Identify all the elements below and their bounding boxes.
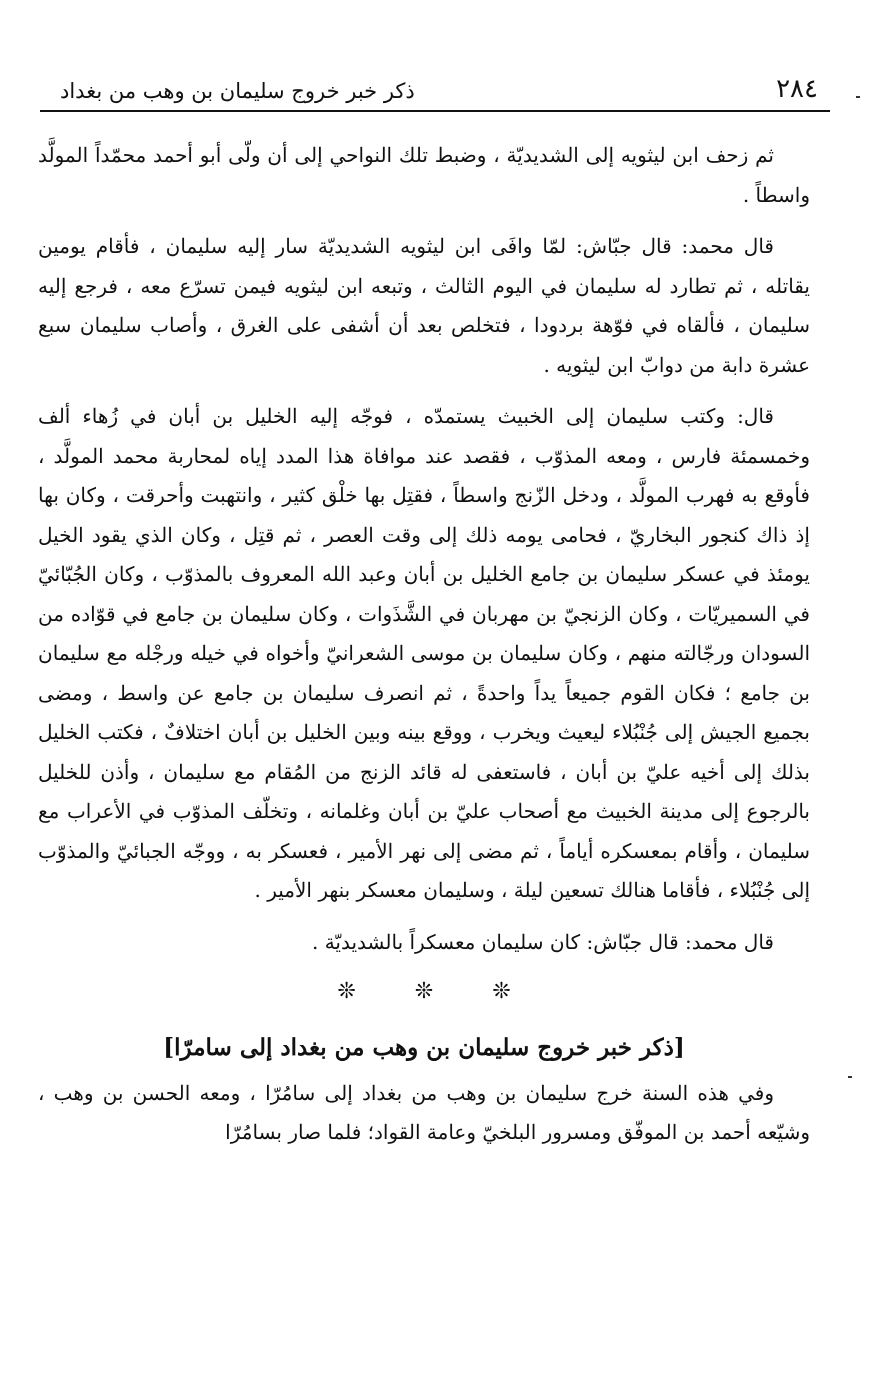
running-title: ذكر خبر خروج سليمان بن وهب من بغداد — [60, 79, 415, 103]
paragraph: قال محمد: قال جبّاش: كان سليمان معسكراً بالشديديّة . — [311, 929, 774, 954]
paragraph: ثم زحف ابن ليثويه إلى الشديديّة ، وضبط تلك النواحي إلى أن ولّى أبو أحمد محمّداً المولَّد واسطاً . — [38, 143, 810, 207]
section-heading: [ذكر خبر خروج سليمان بن وهب من بغداد إلى سامرّا] — [163, 1033, 685, 1061]
section-separator: ❊ ❊ ❊ — [337, 979, 537, 1004]
paragraph: قال محمد: قال جبّاش: لمّا وافَى ابن ليثويه الشديديّة سار إليه سليمان ، فأقام يومين يقاتله ، ثم تطارد له سليمان في اليوم الثالث ، وتبعه ابن ليثويه فيمن تسرّع معه ، فرجع إليه سليمان ، فألقاه في فوّهة بردودا ، فتخلص بعد أن أشفى على الغرق ، وأصاب سليمان سبع عشرة دابة من دوابّ ابن ليثويه . — [38, 234, 810, 377]
page-number: ٢٨٤ — [776, 74, 818, 104]
paragraph: وفي هذه السنة خرج سليمان بن وهب من بغداد إلى سامُرّا ، ومعه الحسن بن وهب ، وشيّعه أحمد بن الموفّق ومسرور البلخيّ وعامة القواد؛ فلما صار بسامُرّا — [38, 1080, 810, 1144]
margin-mark — [856, 96, 860, 98]
body-text — [38, 136, 810, 1165]
page-header — [40, 72, 830, 112]
margin-mark — [848, 1076, 852, 1078]
paragraph: قال: وكتب سليمان إلى الخبيث يستمدّه ، فوجّه إليه الخليل بن أبان في زُهاء ألف وخمسمئة فارس ، ومعه المذوّب ، فقصد عند موافاة هذا المدد إياه لمحاربة محمد المولَّد ، فأوقع به فهرب المولَّد ، ودخل الزّنج واسطاً ، فقتِل بها خلْق كثير ، وانتهبت وأحرقت ، وكان بها إذ ذاك كنجور البخاريّ ، فحامى يومه ذلك إلى وقت العصر ، ثم قتِل ، وكان الذي يقود الخيل يومئذ في عسكر سليمان بن جامع الخليل بن أبان وعبد الله المعروف بالمذوّب ، وكان الجُبّائيّ في السميريّات ، وكان الزنجيّ بن مهربان في الشَّذَوات ، وكان سليمان بن جامع في قوّاده من السودان ورجّالته منهم ، وكان سليمان بن موسى الشعرانيّ وأخواه في خيله ورجْله مع سليمان بن جامع ؛ فكان القوم جميعاً يداً واحدةً ، ثم انصرف سليمان بن جامع عن واسط ، ومضى بجميع الجيش إلى جُنْبُلاء ليعيث ويخرب ، ووقع بينه وبين الخليل بن أبان اختلافٌ ، فكتب الخليل بذلك إلى أخيه عليّ بن أبان ، فاستعفى له قائد الزنج من المُقام مع سليمان ، وأذن للخليل بالرجوع إلى مدينة الخبيث مع أصحاب عليّ بن أبان وغلمانه ، وتخلّف المذوّب في الأعراب مع سليمان ، وأقام بمعسكره أياماً ، ثم مضى إلى نهر الأمير ، فعسكر به ، ووجّه الجبائيّ والمذوّب إلى جُنْبُلاء ، فأقاما هنالك تسعين ليلة ، وسليمان معسكر بنهر الأمير . — [38, 404, 811, 902]
